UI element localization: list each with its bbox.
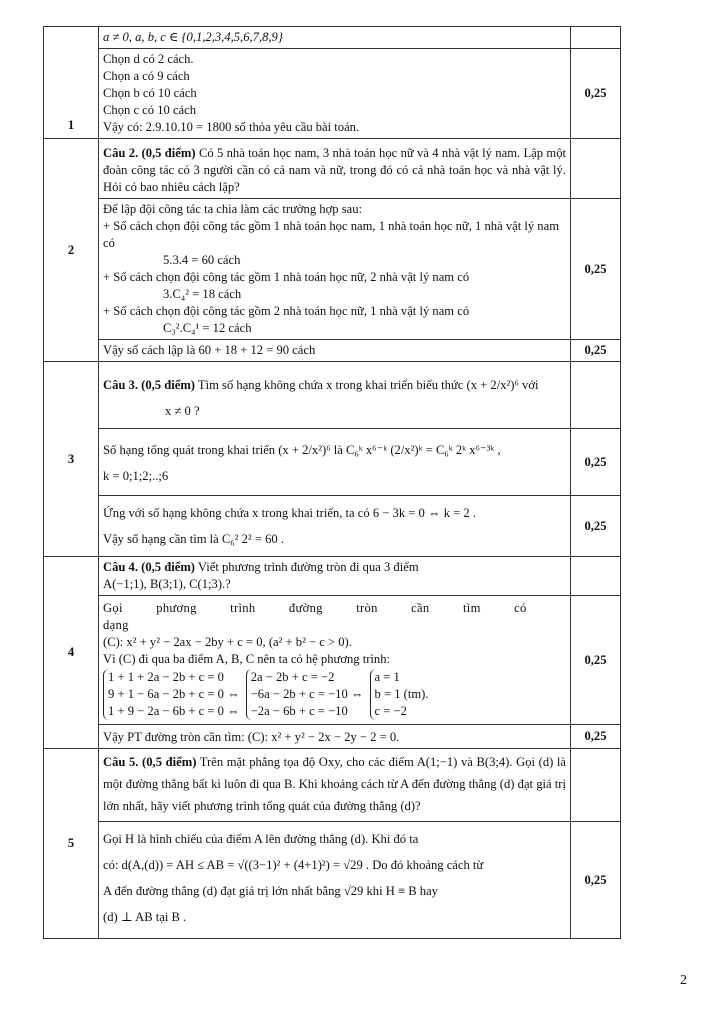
- row-4-answer: [44, 596, 621, 725]
- case-3-value: C₃².C₄¹ = 12 cách: [163, 321, 252, 335]
- answer-line: Chọn b có 10 cách: [103, 86, 197, 100]
- score-cell: 0,25: [571, 199, 621, 340]
- general-term: Số hạng tổng quát trong khai triển (x + 2/x²)⁶ là C₆ᵏ x⁶⁻ᵏ (2/x²)ᵏ = C₆ᵏ 2ᵏ x⁶⁻³ᵏ ,: [103, 443, 501, 457]
- empty-score-cell: [571, 749, 621, 822]
- question-points: A(−1;1), B(3;1), C(1;3).?: [103, 577, 231, 591]
- empty-score-cell: [571, 27, 621, 49]
- row-3-answer: [44, 429, 621, 496]
- question-label: Câu 5. (0,5 điểm): [103, 755, 197, 769]
- case-2: + Số cách chọn đội công tác gồm 1 nhà toán học nữ, 2 nhà vật lý nam có: [103, 270, 470, 284]
- row-5-question: [44, 749, 621, 822]
- page-number: 2: [680, 973, 687, 988]
- answer-line: (d) ⊥ AB tại B .: [103, 910, 187, 924]
- question-5: [99, 749, 571, 822]
- row-2-question: [44, 139, 621, 199]
- result-2: Vậy số cách lập là 60 + 18 + 12 = 90 cách: [99, 340, 571, 362]
- row-1-answer: [44, 49, 621, 139]
- answer-3: [99, 429, 571, 496]
- question-3: [99, 362, 571, 429]
- question-label: Câu 4. (0,5 điểm): [103, 560, 195, 574]
- answer-5: [99, 822, 571, 939]
- empty-score-cell: [571, 557, 621, 596]
- system-3: [370, 669, 429, 720]
- case-2-value: 3.C₄² = 18 cách: [163, 287, 242, 301]
- question-2: [99, 139, 571, 199]
- k-range: k = 0;1;2;..;6: [103, 469, 169, 483]
- circle-general-form: (C): x² + y² − 2ax − 2by + c = 0, (a² + b² − c > 0).: [103, 635, 352, 649]
- answer-2: [99, 199, 571, 340]
- answer-line: A đến đường thẳng (d) đạt giá trị lớn nhất bằng √29 khi H ≡ B hay: [103, 884, 438, 898]
- row-3-result: [44, 496, 621, 557]
- answer-4: [99, 596, 571, 725]
- question-number-4: 4: [44, 557, 99, 749]
- question-4: [99, 557, 571, 596]
- equation: −6a − 2b + c = −10 ⇔: [250, 687, 364, 701]
- answer-line: Vì (C) đi qua ba điểm A, B, C nên ta có hệ phương trình:: [103, 652, 391, 666]
- question-text: Tìm số hạng không chứa x trong khai triển biểu thức (x + 2/x²)⁶ với: [197, 378, 539, 392]
- empty-score-cell: [571, 362, 621, 429]
- question-text: Viết phương trình đường tròn đi qua 3 điểm: [197, 560, 419, 574]
- question-text: Có 5 nhà toán học nam, 3 nhà toán học nữ và 4 nhà vật lý nam. Lập một đoàn công tác có 3 người cần có cả nam và nữ, trong đó có cả nhà toán học và nhà vật lý. Hỏi có bao nhiêu cách lập?: [103, 146, 566, 194]
- case-1: + Số cách chọn đội công tác gồm 1 nhà toán học nam, 1 nhà toán học nữ, 1 nhà vật lý nam có: [103, 219, 559, 250]
- row-1-condition: [44, 27, 621, 49]
- row-3-question: [44, 362, 621, 429]
- row-4-question: [44, 557, 621, 596]
- equation: 1 + 9 − 2a − 6b + c = 0 ⇔: [108, 704, 240, 718]
- row-4-result: [44, 725, 621, 749]
- solution-table: [43, 26, 621, 939]
- result-line: Vậy số hạng cần tìm là C₆² 2² = 60 .: [103, 532, 284, 546]
- digit-condition: a ≠ 0, a, b, c ∈ {0,1,2,3,4,5,6,7,8,9}: [99, 27, 571, 49]
- result-3: [99, 496, 571, 557]
- answer-intro: Để lập đội công tác ta chia làm các trường hợp sau:: [103, 202, 362, 216]
- score-cell: 0,25: [571, 340, 621, 362]
- question-number-1: 1: [44, 27, 99, 139]
- score-cell: 0,25: [571, 429, 621, 496]
- condition-line: Ứng với số hạng không chứa x trong khai triển, ta có 6 − 3k = 0 ⇔ k = 2 .: [103, 506, 476, 520]
- equation: 9 + 1 − 6a − 2b + c = 0 ⇔: [108, 687, 240, 701]
- answer-line: Gọi H là hình chiếu của điểm A lên đường thẳng (d). Khi đó ta: [103, 832, 419, 846]
- answer-line: Chọn d có 2 cách.: [103, 52, 194, 66]
- score-cell: 0,25: [571, 496, 621, 557]
- equation: −2a − 6b + c = −10: [250, 704, 348, 718]
- row-2-result: [44, 340, 621, 362]
- answer-line: Vậy có: 2.9.10.10 = 1800 số thỏa yêu cầu bài toán.: [103, 120, 360, 134]
- case-3: + Số cách chọn đội công tác gồm 2 nhà toán học nữ, 1 nhà vật lý nam có: [103, 304, 470, 318]
- system-2: [246, 669, 364, 720]
- equation: a = 1: [374, 670, 400, 684]
- question-label: Câu 3. (0,5 điểm): [103, 378, 195, 392]
- answer-line: Chọn a có 9 cách: [103, 69, 190, 83]
- equation: 2a − 2b + c = −2: [250, 670, 335, 684]
- question-number-5: 5: [44, 749, 99, 939]
- score-cell: 0,25: [571, 596, 621, 725]
- system-1: [103, 669, 240, 720]
- equation: c = −2: [374, 704, 407, 718]
- case-1-value: 5.3.4 = 60 cách: [163, 253, 241, 267]
- answer-line: Gọi phương trình đường tròn cần tìm có dạng: [103, 601, 527, 632]
- equation-systems: [103, 669, 566, 720]
- answer-1: [99, 49, 571, 139]
- question-number-3: 3: [44, 362, 99, 557]
- question-number-2: 2: [44, 139, 99, 362]
- question-label: Câu 2. (0,5 điểm): [103, 146, 196, 160]
- question-text: Trên mặt phẳng tọa độ Oxy, cho các điểm A(1;−1) và B(3;4). Gọi (d) là một đường thẳng bất kì luôn đi qua B. Khi khoảng cách từ A đến đường thẳng (d) đạt giá trị lớn nhất, hãy viết phương trình tổng quát của đường thẳng (d)?: [103, 755, 567, 813]
- score-cell: 0,25: [571, 725, 621, 749]
- distance-inequality: có: d(A,(d)) = AH ≤ AB = √((3−1)² + (4+1)²) = √29 . Do đó khoảng cách từ: [103, 858, 484, 872]
- answer-line: Chọn c có 10 cách: [103, 103, 197, 117]
- equation: b = 1 (tm).: [374, 687, 429, 701]
- question-condition: x ≠ 0 ?: [165, 404, 200, 418]
- score-cell: 0,25: [571, 822, 621, 939]
- row-5-answer: [44, 822, 621, 939]
- empty-score-cell: [571, 139, 621, 199]
- row-2-answer: [44, 199, 621, 340]
- result-4: Vậy PT đường tròn cần tìm: (C): x² + y² − 2x − 2y − 2 = 0.: [99, 725, 571, 749]
- score-cell: 0,25: [571, 49, 621, 139]
- equation: 1 + 1 + 2a − 2b + c = 0: [108, 670, 224, 684]
